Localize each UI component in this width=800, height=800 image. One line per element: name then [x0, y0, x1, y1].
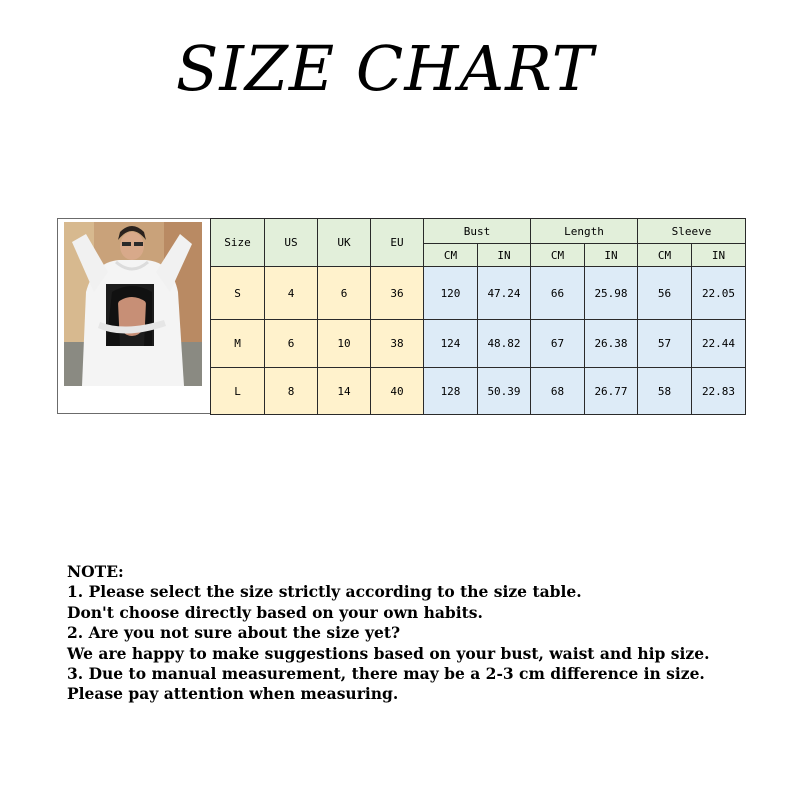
cell-size: L — [211, 368, 265, 415]
note-line: Please pay attention when measuring. — [67, 684, 399, 704]
table-row — [211, 267, 746, 320]
header-length: Length — [531, 219, 638, 244]
cell-bust-cm: 124 — [424, 320, 478, 368]
cell-us: 4 — [265, 267, 318, 320]
cell-length-cm: 68 — [531, 368, 585, 415]
note-line: We are happy to make suggestions based on your bust, waist and hip size. — [67, 643, 710, 663]
note-heading: NOTE: — [67, 562, 124, 581]
cell-us: 6 — [265, 320, 318, 368]
cell-eu: 36 — [371, 267, 424, 320]
cell-sleeve-cm: 56 — [638, 267, 692, 320]
header-bust-in: IN — [478, 244, 531, 267]
cell-size: S — [211, 267, 265, 320]
header-uk: UK — [318, 219, 371, 267]
cell-bust-cm: 120 — [424, 267, 478, 320]
cell-uk: 10 — [318, 320, 371, 368]
header-bust: Bust — [424, 219, 531, 244]
header-sleeve-in: IN — [692, 244, 746, 267]
cell-uk: 6 — [318, 267, 371, 320]
cell-size: M — [211, 320, 265, 368]
cell-sleeve-cm: 58 — [638, 368, 692, 415]
size-table — [210, 218, 746, 415]
cell-bust-in: 47.24 — [478, 267, 531, 320]
cell-sleeve-cm: 57 — [638, 320, 692, 368]
cell-eu: 38 — [371, 320, 424, 368]
note-line: 2. Are you not sure about the size yet? — [67, 623, 401, 643]
cell-length-cm: 66 — [531, 267, 585, 320]
cell-length-in: 26.77 — [585, 368, 638, 415]
header-length-cm: CM — [531, 244, 585, 267]
table-row — [211, 368, 746, 415]
cell-length-cm: 67 — [531, 320, 585, 368]
header-size: Size — [211, 219, 265, 267]
cell-sleeve-in: 22.44 — [692, 320, 746, 368]
header-us: US — [265, 219, 318, 267]
cell-sleeve-in: 22.83 — [692, 368, 746, 415]
header-sleeve: Sleeve — [638, 219, 746, 244]
cell-eu: 40 — [371, 368, 424, 415]
note-line: 3. Due to manual measurement, there may be a 2-3 cm difference in size. — [67, 664, 705, 684]
cell-length-in: 25.98 — [585, 267, 638, 320]
header-eu: EU — [371, 219, 424, 267]
cell-us: 8 — [265, 368, 318, 415]
header-sleeve-cm: CM — [638, 244, 692, 267]
page-title: SIZE CHART — [175, 32, 595, 105]
cell-bust-cm: 128 — [424, 368, 478, 415]
cell-bust-in: 48.82 — [478, 320, 531, 368]
model-photo — [64, 222, 202, 386]
cell-length-in: 26.38 — [585, 320, 638, 368]
cell-uk: 14 — [318, 368, 371, 415]
header-length-in: IN — [585, 244, 638, 267]
cell-bust-in: 50.39 — [478, 368, 531, 415]
table-row — [211, 320, 746, 368]
note-section — [67, 562, 787, 705]
note-line: Don't choose directly based on your own habits. — [67, 602, 483, 622]
cell-sleeve-in: 22.05 — [692, 267, 746, 320]
header-bust-cm: CM — [424, 244, 478, 267]
note-line: 1. Please select the size strictly according to the size table. — [67, 582, 582, 602]
